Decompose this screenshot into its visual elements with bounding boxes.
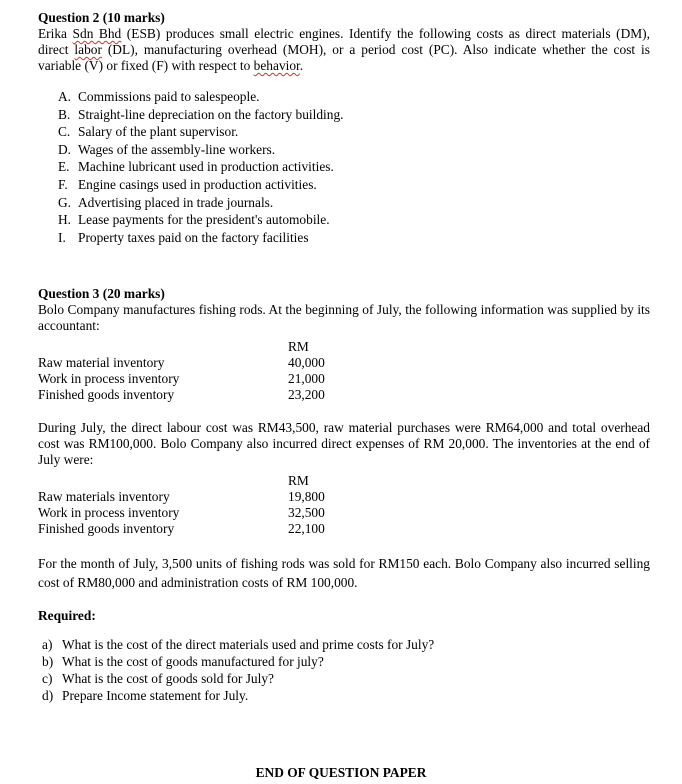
table-row: Finished goods inventory 23,200 — [38, 387, 325, 403]
question-2-intro: Erika Sdn Bhd (ESB) produces small electric engines. Identify the following costs as direct materials (DM), direct labor (DL), manufacturing overhead (MOH), or a period cost (PC). Also indicate whether the cost is variable (V) or fixed (F) with respect to behavior. — [38, 26, 650, 73]
end-of-paper: END OF QUESTION PAPER — [255, 765, 427, 781]
list-item: D. Wages of the assembly-line workers. — [58, 141, 276, 157]
table-row: Raw materials inventory 19,800 — [38, 489, 325, 505]
list-item: F. Engine casings used in production activities. — [58, 176, 317, 192]
currency-header: RM — [288, 339, 309, 355]
sales-paragraph: For the month of July, 3,500 units of fishing rods was sold for RM150 each. Bolo Company also incurred selling cost of RM80,000 and administration costs of RM 100,000. — [38, 556, 650, 591]
list-item: c) What is the cost of goods sold for July? — [42, 671, 274, 687]
list-item: A. Commissions paid to salespeople. — [58, 89, 260, 104]
list-item: B. Straight-line depreciation on the factory building. — [58, 106, 344, 122]
list-item: C. Salary of the plant supervisor. — [58, 124, 239, 140]
spellcheck-word: Sdn Bhd — [72, 26, 122, 41]
list-item: b) What is the cost of goods manufactured for july? — [42, 654, 324, 670]
question-3-intro: Bolo Company manufactures fishing rods. At the beginning of July, the following information was supplied by its accountant: — [38, 302, 650, 334]
required-list — [42, 636, 650, 704]
table-row: Work in process inventory 21,000 — [38, 371, 325, 387]
table-row: Finished goods inventory 22,100 — [38, 521, 325, 537]
list-item: d) Prepare Income statement for July. — [42, 688, 249, 704]
table-row: Work in process inventory 32,500 — [38, 505, 325, 521]
spellcheck-word: behavior — [253, 58, 300, 73]
question-2-items — [58, 88, 650, 246]
list-item: G. Advertising placed in trade journals. — [58, 194, 274, 210]
list-item: E. Machine lubricant used in production activities. — [58, 159, 334, 175]
list-item: H. Lease payments for the president's automobile. — [58, 212, 330, 228]
july-costs-paragraph: During July, the direct labour cost was RM43,500, raw material purchases were RM64,000 and total overhead cost was RM100,000. Bolo Company also incurred direct expenses of RM 20,000. The inventories at the end of July were: — [38, 420, 650, 468]
currency-header: RM — [288, 473, 309, 489]
required-heading: Required: — [38, 608, 96, 624]
question-2-heading: Question 2 (10 marks) — [38, 10, 165, 25]
opening-inventory-table — [38, 339, 348, 403]
list-item: a) What is the cost of the direct materials used and prime costs for July? — [42, 637, 435, 653]
question-3-heading: Question 3 (20 marks) — [38, 286, 165, 302]
question-paper — [38, 10, 650, 704]
closing-inventory-table — [38, 473, 348, 537]
table-row: Raw material inventory 40,000 — [38, 355, 325, 371]
spellcheck-word: labor — [74, 42, 102, 57]
list-item: I. Property taxes paid on the factory facilities — [58, 229, 309, 245]
